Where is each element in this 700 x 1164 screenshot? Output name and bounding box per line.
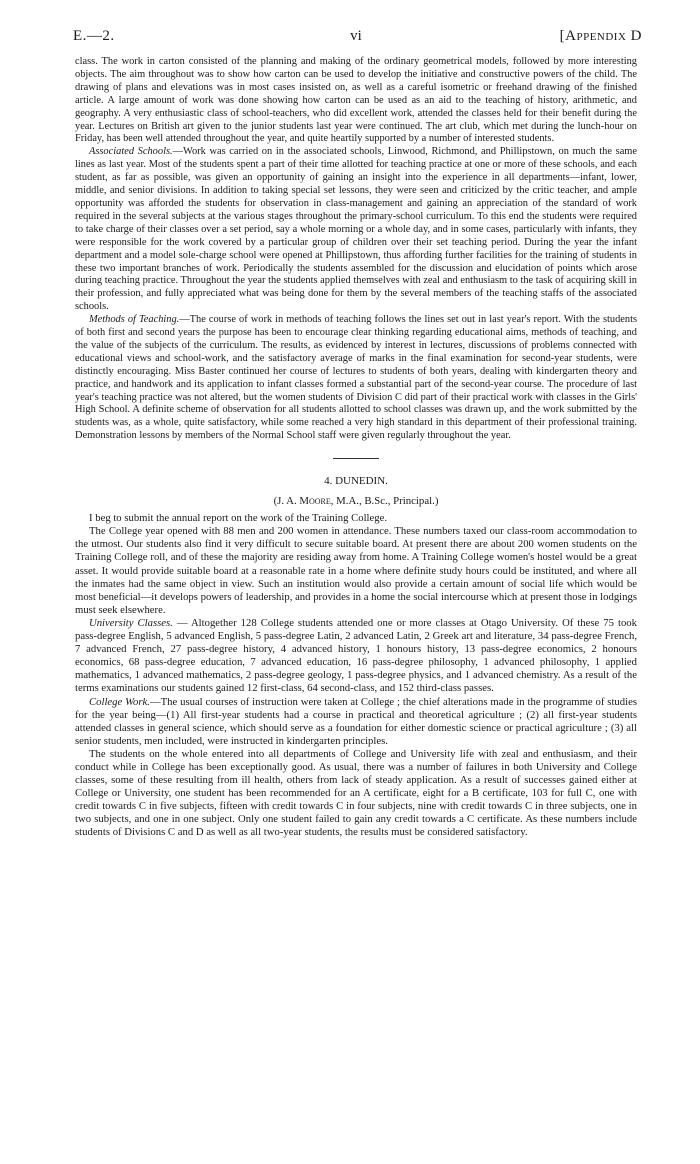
author-name: Moore bbox=[299, 495, 331, 508]
section-title: 4. DUNEDIN. bbox=[324, 475, 388, 488]
header-appendix: [Appendix D bbox=[559, 28, 642, 44]
text-university-classes: — Altogether 128 College students attended one or more classes at Otago University. Of these 75 took pass-degree English, 5 advanced English, 5 pass-degree Latin, 2 advanced Latin, 2 Greek art and literature, 34 pass-degree French, 7 advanced French, 27 pass-degree history, 4 advanced history, 1 honours history, 13 pass-degree economics, 2 honours economics, 68 pass-degree education, 7 advanced education, 16 pass-degree philosophy, 1 advanced philosophy, 1 applied mathematics, 1 advanced mathematics, 2 pass-degree geology, 1 pass-degree physics, and 1 advanced chemistry. As a result of the terms examinations our students gained 12 first-class, 64 second-class, and 152 third-class passes. bbox=[75, 616, 637, 695]
art-section bbox=[75, 56, 637, 443]
paragraph-methods-of-teaching bbox=[75, 314, 637, 443]
paragraph-carton-work: class. The work in carton consisted of the planning and making of the ordinary geometrical models, followed by more interesting objects. The aim throughout was to show how carton can be used to develop the initiative and constructive powers of the child. The drawing of plans and elevations was in most cases insisted on, as well as a careful isometric or freehand drawing of the finished article. A large amount of work was done showing how carton can be used as an aid to the teaching of history, arithmetic, and geography. A very enthusiastic class of school-teachers, who did excellent work, attended the classes held for their benefit during the year. Lectures on British art given to the junior students last year were continued. The art club, which met during the lunch-hour on Friday, has been well attended throughout the year, and quite heartily supported by a number of interested students. bbox=[75, 56, 637, 145]
author-prefix: (J. A. bbox=[273, 495, 300, 508]
document-page bbox=[73, 28, 642, 840]
header-report-code: E.—2. bbox=[73, 28, 115, 44]
paragraph-attendance: The College year opened with 88 men and 200 women in attendance. These numbers taxed our class-room accommodation to the utmost. Our students also find it very difficult to secure suitable board. At present there are about 200 women students on the Training College roll, and of these the majority are residing away from home. A Training College women's hostel would be a great asset. It would provide suitable board at a reasonable rate in a home where definite study hours could be instituted, and where all the inmates had the same object in view. Such an institution would also provide a certain amount of social life which would be most beneficial—it develops powers of leadership, and provides in a home the social intercourse which at present those in lodgings must seek elsewhere. bbox=[75, 525, 637, 616]
text-methods-of-teaching: —The course of work in methods of teaching follows the lines set out in last year's report. With the students of both first and second years the purpose has been to encourage clear thinking regarding educational aims, methods of teaching, and the value of the subjects of the curriculum. The results, as evidenced by interest in lectures, discussions of problems connected with educational views and school-work, and the satisfactory average of marks in the final examination for second-year students, were distinctly encouraging. Miss Baster continued her course of lectures to students of both years, dealing with kindergarten theory and practice, and handwork and its application to infant classes formed a substantial part of the second-year course. The procedure of last year's teaching practice was not altered, but the women students of Division C did part of their practical work with classes in the Girls' High School. A definite scheme of observation for all students allotted to school classes was drawn up, and the work submitted by the students was, as a whole, quite satisfactory, while some reached a very high standard in this department of their professional training. Demonstration lessons by members of the Normal School staff were given regularly throughout the year. bbox=[75, 314, 637, 442]
author-suffix: , M.A., B.Sc., Principal.) bbox=[330, 495, 439, 508]
text-associated-schools: —Work was carried on in the associated schools, Linwood, Richmond, and Phillipstown, on much the same lines as last year. Most of the students spent a part of their time allotted for teaching practice at one or more of these schools, and each student, as far as possible, was given an opportunity of gaining an insight into the experience in all departments—infant, lower, middle, and senior divisions. In addition to taking special set lessons, they were seen and criticized by the critic teacher, and ample opportunity was afforded the students for observation in class-management and gaining an appreciation of the standard of work required in the several subjects at the various stages throughout the primary-school curriculum. To this end the students were required to take charge of their classes over a set period, say a whole morning or a whole day, and in some cases, particularly with infants, they were responsible for the work covered by a particular group of children over their set teaching period. During the year the infant department and a model sole-charge school were opened at Phillipstown, thus affording further facilities for the training of students in these two important branches of work. Periodically the students assembled for the discussion and elucidation of points which arose during teaching practice. Throughout the year the students applied themselves with zeal and enthusiasm to the task of acquiring skill in their profession, and fully appreciated what was being done for them by the several members of the teaching staffs of the associated schools. bbox=[75, 146, 637, 313]
paragraph-intro: I beg to submit the annual report on the work of the Training College. bbox=[89, 512, 388, 525]
paragraph-college-work bbox=[75, 696, 637, 748]
heading-university-classes: University Classes. bbox=[89, 616, 173, 629]
text-college-work: —The usual courses of instruction were taken at College ; the chief alterations made in the programme of studies for the year being—(1) All first-year students had a course in practical and theoretical agriculture ; (2) all first-year students attended classes in general science, which should serve as a foundation for either domestic science or practical agriculture ; (3) all senior students, men included, were instructed in kindergarten principles. bbox=[75, 695, 637, 747]
dunedin-section bbox=[75, 474, 637, 839]
paragraph-results: The students on the whole entered into all departments of College and University life with zeal and enthusiasm, and their conduct while in College has been exceptionally good. As usual, there was a number of failures in both University and College classes, some of these resulting from ill health, others from lack of steady application. As a result of successes gained either at College or University, one student has been recommended for an A certificate, eight for a B certificate, 103 for full C, one with credit towards C in five subjects, fifteen with credit towards C in four subjects, nine with credit towards C in three subjects, one in two subjects, and one in one subject. Only one student failed to gain any credit towards a C certificate. As these numbers include students of Divisions C and D as well as all two-year students, the results must be considered satisfactory. bbox=[75, 747, 637, 839]
heading-associated-schools: Associated Schools. bbox=[89, 146, 173, 158]
header-page-number: vi bbox=[350, 28, 362, 44]
heading-college-work: College Work. bbox=[89, 695, 150, 708]
heading-methods-of-teaching: Methods of Teaching. bbox=[89, 314, 180, 326]
author-line bbox=[75, 494, 637, 508]
section-divider bbox=[333, 458, 379, 459]
running-header bbox=[73, 28, 642, 56]
paragraph-university-classes bbox=[75, 617, 637, 696]
paragraph-associated-schools bbox=[75, 146, 637, 314]
